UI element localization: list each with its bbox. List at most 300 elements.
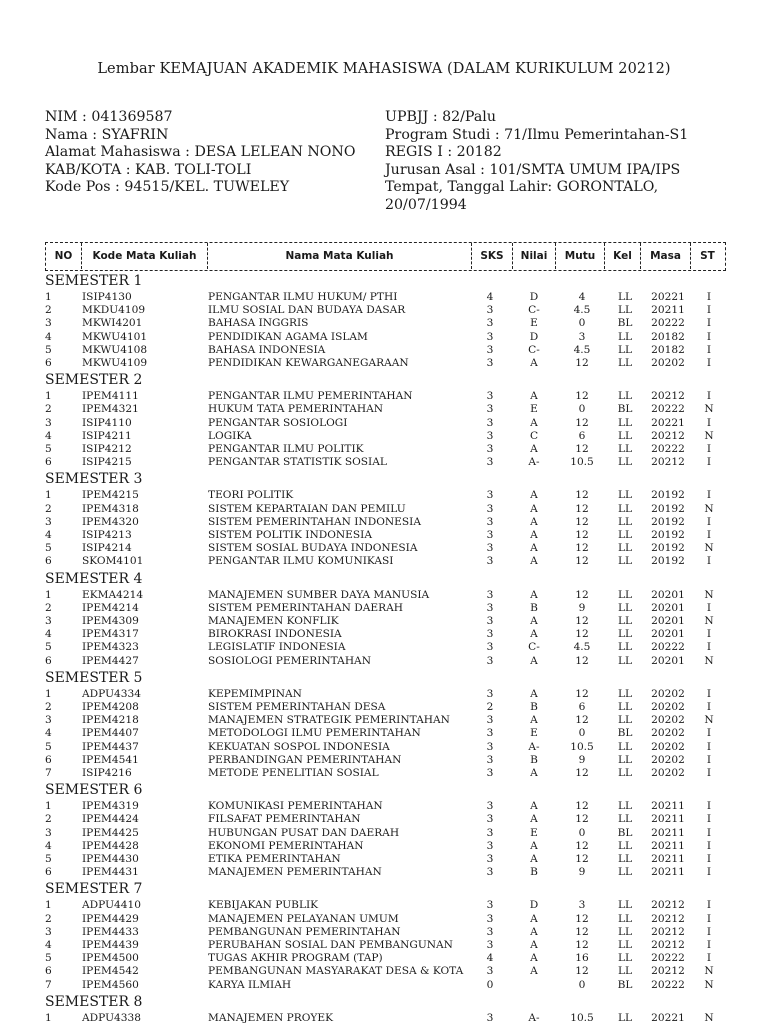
course-name: METODE PENELITIAN SOSIAL: [208, 767, 379, 779]
masa: 20192: [651, 502, 685, 515]
masa: 20222: [651, 978, 685, 991]
sks: 3: [486, 515, 494, 528]
mutu: 4.5: [573, 641, 591, 654]
masa: 20211: [651, 304, 685, 317]
row-no: 5: [45, 443, 52, 455]
nilai: C-: [528, 304, 540, 317]
masa: 20222: [651, 641, 685, 654]
course-code: ADPU4334: [82, 687, 141, 700]
table-row: [0, 417, 768, 430]
st: I: [706, 291, 712, 303]
nilai: A: [530, 839, 538, 852]
row-no: 3: [45, 714, 52, 727]
nilai: A: [530, 628, 538, 641]
table-row: [0, 304, 768, 317]
st: I: [706, 952, 712, 965]
table-row: [0, 979, 768, 992]
mutu: 12: [575, 628, 589, 641]
course-name: PENGANTAR ILMU KOMUNIKASI: [208, 555, 394, 568]
kel: LL: [617, 601, 633, 614]
sks: 3: [486, 740, 494, 753]
row-no: 6: [45, 753, 52, 766]
mutu: 12: [575, 912, 589, 925]
table-row: [0, 899, 768, 912]
nilai: A: [530, 588, 538, 601]
course-code: IPEM4321: [82, 403, 139, 416]
st: I: [706, 813, 712, 826]
course-code: ISIP4213: [82, 529, 132, 541]
course-code: IPEM4500: [82, 952, 139, 965]
nim: NIM : 041369587: [45, 109, 173, 125]
nilai: B: [530, 701, 538, 713]
course-name: TEORI POLITIK: [208, 489, 294, 502]
masa: 20212: [651, 456, 685, 469]
nilai: D: [529, 291, 539, 303]
sks: 3: [486, 899, 494, 912]
mutu: 12: [575, 800, 589, 813]
course-code: IPEM4433: [82, 925, 139, 938]
table-row: [0, 344, 768, 357]
row-no: 6: [45, 357, 52, 369]
mutu: 12: [575, 767, 589, 779]
kel: LL: [617, 555, 633, 568]
masa: 20192: [651, 542, 685, 555]
row-no: 1: [45, 390, 52, 403]
course-code: IPEM4425: [82, 826, 139, 839]
mutu: 0: [578, 403, 586, 416]
st: N: [704, 403, 714, 416]
st: I: [706, 826, 712, 839]
row-no: 2: [45, 813, 52, 826]
table-row: [0, 701, 768, 714]
mutu: 12: [575, 714, 589, 727]
nilai: A: [530, 416, 538, 429]
table-row: [0, 503, 768, 516]
mutu: 3: [578, 899, 586, 912]
course-name: SISTEM SOSIAL BUDAYA INDONESIA: [208, 542, 418, 555]
course-code: IPEM4439: [82, 939, 139, 951]
course-code: IPEM4560: [82, 978, 139, 991]
mutu: 9: [578, 866, 586, 879]
col-header-st: ST: [700, 250, 715, 262]
row-no: 4: [45, 628, 52, 641]
course-name: SISTEM PEMERINTAHAN DAERAH: [208, 601, 403, 614]
st: I: [706, 753, 712, 766]
kel: LL: [617, 489, 633, 502]
course-code: IPEM4214: [82, 601, 139, 614]
sks: 3: [486, 965, 494, 978]
nilai: A: [530, 939, 538, 951]
kel: BL: [617, 978, 633, 991]
col-header-name: Nama Mata Kuliah: [208, 243, 472, 269]
course-code: SKOM4101: [82, 555, 144, 568]
nilai: A: [530, 390, 538, 403]
kel: LL: [617, 687, 633, 700]
nilai: A: [530, 529, 538, 541]
course-name: PENGANTAR SOSIOLOGI: [208, 416, 348, 429]
mutu: 4.5: [573, 304, 591, 317]
kel: LL: [617, 839, 633, 852]
course-code: ISIP4211: [82, 429, 132, 442]
row-no: 6: [45, 654, 52, 667]
masa: 20212: [651, 912, 685, 925]
row-no: 3: [45, 615, 52, 627]
sks: 3: [486, 727, 494, 740]
mutu: 10.5: [570, 740, 594, 753]
st: I: [706, 899, 712, 912]
kel: LL: [617, 912, 633, 925]
row-no: 3: [45, 925, 52, 938]
course-name: PERBANDINGAN PEMERINTAHAN: [208, 753, 402, 766]
nilai: A: [530, 443, 538, 455]
nilai: A: [530, 615, 538, 627]
masa: 20201: [651, 615, 685, 627]
kel: LL: [617, 952, 633, 965]
mutu: 0: [578, 727, 586, 740]
mutu: 12: [575, 687, 589, 700]
masa: 20212: [651, 429, 685, 442]
masa: 20211: [651, 800, 685, 813]
sks: 3: [486, 304, 494, 317]
row-no: 7: [45, 767, 52, 779]
table-row: [0, 939, 768, 952]
st: I: [706, 767, 712, 779]
st: I: [706, 390, 712, 403]
nilai: D: [529, 899, 539, 912]
table-row: [0, 827, 768, 840]
row-no: 2: [45, 502, 52, 515]
course-code: ISIP4110: [82, 416, 132, 429]
kel: LL: [617, 701, 633, 713]
semester-heading: SEMESTER 2: [45, 372, 143, 389]
mutu: 9: [578, 753, 586, 766]
nilai: E: [530, 727, 538, 740]
masa: 20192: [651, 489, 685, 502]
masa: 20211: [651, 813, 685, 826]
nilai: A: [530, 542, 538, 555]
nilai: A: [530, 800, 538, 813]
course-code: IPEM4424: [82, 813, 139, 826]
st: I: [706, 628, 712, 641]
course-name: MANAJEMEN PROYEK: [208, 1011, 334, 1024]
st: I: [706, 456, 712, 469]
nilai: B: [530, 601, 538, 614]
mutu: 12: [575, 515, 589, 528]
sks: 3: [486, 615, 494, 627]
course-name: SISTEM PEMERINTAHAN INDONESIA: [208, 515, 421, 528]
course-name: ETIKA PEMERINTAHAN: [208, 853, 341, 865]
sks: 3: [486, 753, 494, 766]
table-row: [0, 952, 768, 965]
kel: LL: [617, 357, 633, 369]
course-name: HUBUNGAN PUSAT DAN DAERAH: [208, 826, 400, 839]
mutu: 10.5: [570, 1011, 594, 1024]
student-info-left: [45, 109, 375, 197]
masa: 20182: [651, 343, 685, 356]
course-name: MANAJEMEN PELAYANAN UMUM: [208, 912, 399, 925]
mutu: 3: [578, 330, 586, 343]
course-name: PENGANTAR STATISTIK SOSIAL: [208, 456, 387, 469]
course-name: SISTEM KEPARTAIAN DAN PEMILU: [208, 502, 406, 515]
kel: LL: [617, 529, 633, 541]
sks: 3: [486, 403, 494, 416]
sks: 3: [486, 555, 494, 568]
course-code: IPEM4427: [82, 654, 139, 667]
sks: 3: [486, 429, 494, 442]
sks: 4: [486, 291, 494, 303]
masa: 20222: [651, 403, 685, 416]
nilai: A: [530, 502, 538, 515]
table-row: [0, 714, 768, 727]
kel: LL: [617, 714, 633, 727]
masa: 20211: [651, 853, 685, 865]
course-code: ISIP4212: [82, 443, 132, 455]
row-no: 4: [45, 529, 52, 541]
sks: 3: [486, 542, 494, 555]
row-no: 5: [45, 740, 52, 753]
course-code: IPEM4309: [82, 615, 139, 627]
student-name: Nama : SYAFRIN: [45, 126, 169, 143]
course-code: IPEM4318: [82, 502, 139, 515]
nilai: A: [530, 952, 538, 965]
course-name: MANAJEMEN PEMERINTAHAN: [208, 866, 382, 879]
mutu: 4: [578, 291, 586, 303]
kel: LL: [617, 641, 633, 654]
course-name: PENGANTAR ILMU POLITIK: [208, 443, 364, 455]
kel: LL: [617, 965, 633, 978]
kel: LL: [617, 542, 633, 555]
masa: 20201: [651, 654, 685, 667]
masa: 20202: [651, 714, 685, 727]
st: I: [706, 853, 712, 865]
row-no: 1: [45, 899, 52, 912]
course-name: KEBIJAKAN PUBLIK: [208, 899, 319, 912]
kel: BL: [617, 317, 633, 330]
course-name: SOSIOLOGI PEMERINTAHAN: [208, 654, 371, 667]
row-no: 3: [45, 416, 52, 429]
birth-place-date: Tempat, Tanggal Lahir: GORONTALO, 20/07/1994: [385, 179, 659, 213]
st: I: [706, 939, 712, 951]
table-row: [0, 655, 768, 668]
mutu: 12: [575, 654, 589, 667]
nilai: B: [530, 753, 538, 766]
kel: LL: [617, 443, 633, 455]
course-name: KARYA ILMIAH: [208, 978, 292, 991]
table-row: [0, 741, 768, 754]
kel: LL: [617, 740, 633, 753]
st: I: [706, 529, 712, 541]
table-row: [0, 965, 768, 978]
table-row: [0, 853, 768, 866]
course-name: KOMUNIKASI PEMERINTAHAN: [208, 800, 383, 813]
row-no: 3: [45, 317, 52, 330]
nilai: A: [530, 925, 538, 938]
nilai: A: [530, 489, 538, 502]
row-no: 3: [45, 515, 52, 528]
nilai: C: [529, 429, 539, 442]
nilai: E: [530, 317, 538, 330]
semester-heading: SEMESTER 5: [45, 669, 143, 686]
upbjj: UPBJJ : 82/Palu: [385, 109, 496, 125]
mutu: 10.5: [570, 456, 594, 469]
sks: 3: [486, 317, 494, 330]
row-no: 6: [45, 555, 52, 568]
st: I: [706, 357, 712, 369]
sks: 3: [486, 443, 494, 455]
course-code: MKDU4109: [82, 304, 146, 317]
st: N: [704, 429, 714, 442]
masa: 20192: [651, 555, 685, 568]
semester-heading: SEMESTER 4: [45, 570, 143, 587]
row-no: 4: [45, 330, 52, 343]
row-no: 1: [45, 291, 52, 303]
course-code: IPEM4431: [82, 866, 139, 879]
course-code: ISIP4216: [82, 767, 132, 779]
table-row: [0, 800, 768, 813]
table-row: [0, 542, 768, 555]
mutu: 12: [575, 965, 589, 978]
masa: 20202: [651, 740, 685, 753]
table-row: [0, 727, 768, 740]
mutu: 12: [575, 529, 589, 541]
st: N: [704, 978, 714, 991]
st: I: [706, 317, 712, 330]
table-row: [0, 688, 768, 701]
st: I: [706, 912, 712, 925]
sks: 3: [486, 687, 494, 700]
row-no: 2: [45, 601, 52, 614]
nilai: C-: [528, 343, 540, 356]
course-code: IPEM4320: [82, 515, 139, 528]
table-row: [0, 866, 768, 879]
semester-heading: SEMESTER 1: [45, 273, 143, 289]
sks: 3: [486, 330, 494, 343]
nilai: A-: [528, 740, 540, 753]
kel: LL: [617, 753, 633, 766]
st: I: [706, 515, 712, 528]
table-row: [0, 291, 768, 304]
mutu: 12: [575, 615, 589, 627]
kel: LL: [617, 939, 633, 951]
sks: 3: [486, 641, 494, 654]
nilai: C-: [528, 641, 540, 654]
sks: 3: [486, 853, 494, 865]
nilai: E: [530, 826, 538, 839]
kel: LL: [617, 330, 633, 343]
table-header: [45, 242, 726, 271]
row-no: 4: [45, 429, 52, 442]
kel: LL: [617, 628, 633, 641]
sks: 3: [486, 489, 494, 502]
nilai: A: [530, 687, 538, 700]
table-row: [0, 1012, 768, 1025]
mutu: 12: [575, 588, 589, 601]
st: I: [706, 330, 712, 343]
nilai: D: [529, 330, 539, 343]
mutu: 12: [575, 853, 589, 865]
mutu: 0: [578, 826, 586, 839]
sks: 3: [486, 839, 494, 852]
st: N: [704, 615, 714, 627]
masa: 20192: [651, 529, 685, 541]
mutu: 12: [575, 443, 589, 455]
st: I: [706, 701, 712, 713]
nilai: A: [530, 965, 538, 978]
course-name: TUGAS AKHIR PROGRAM (TAP): [208, 952, 383, 965]
sks: 3: [486, 628, 494, 641]
table-row: [0, 456, 768, 469]
st: I: [706, 740, 712, 753]
row-no: 2: [45, 304, 52, 317]
row-no: 4: [45, 939, 52, 951]
st: N: [704, 654, 714, 667]
mutu: 12: [575, 489, 589, 502]
mutu: 9: [578, 601, 586, 614]
col-header-no: NO: [46, 243, 82, 269]
kel: LL: [617, 899, 633, 912]
kel: BL: [617, 727, 633, 740]
st: I: [706, 443, 712, 455]
kel: LL: [617, 502, 633, 515]
course-name: PENDIDIKAN AGAMA ISLAM: [208, 330, 368, 343]
course-code: IPEM4437: [82, 740, 139, 753]
masa: 20222: [651, 952, 685, 965]
st: N: [704, 965, 714, 978]
course-code: IPEM4541: [82, 753, 139, 766]
course-code: ISIP4130: [82, 291, 132, 303]
student-info-right: [385, 109, 715, 215]
masa: 20212: [651, 899, 685, 912]
kel: LL: [617, 588, 633, 601]
semester-heading: SEMESTER 8: [45, 993, 143, 1010]
kel: LL: [617, 343, 633, 356]
nilai: A: [530, 813, 538, 826]
course-code: IPEM4429: [82, 912, 139, 925]
col-header-kel: Kel: [605, 243, 641, 269]
mutu: 6: [578, 701, 586, 713]
table-row: [0, 430, 768, 443]
col-header-sks: SKS: [472, 243, 513, 269]
course-name: BAHASA INGGRIS: [208, 317, 309, 330]
nilai: A: [530, 515, 538, 528]
kel: LL: [617, 853, 633, 865]
kel: LL: [617, 800, 633, 813]
table-row: [0, 913, 768, 926]
table-row: [0, 926, 768, 939]
course-code: IPEM4430: [82, 853, 139, 865]
nilai: E: [530, 403, 538, 416]
nilai: A-: [528, 456, 540, 469]
masa: 20211: [651, 839, 685, 852]
semester-heading: SEMESTER 6: [45, 782, 143, 799]
row-no: 4: [45, 727, 52, 740]
col-header-masa: Masa: [641, 243, 691, 269]
sks: 3: [486, 1011, 494, 1024]
course-code: EKMA4214: [82, 588, 144, 601]
course-name: PENGANTAR ILMU PEMERINTAHAN: [208, 390, 413, 403]
masa: 20202: [651, 357, 685, 369]
table-row: [0, 529, 768, 542]
sks: 3: [486, 601, 494, 614]
masa: 20202: [651, 687, 685, 700]
course-name: BAHASA INDONESIA: [208, 343, 326, 356]
masa: 20212: [651, 939, 685, 951]
kel: LL: [617, 416, 633, 429]
student-address: Alamat Mahasiswa : DESA LELEAN NONO: [45, 144, 356, 161]
st: I: [706, 641, 712, 654]
st: N: [704, 588, 714, 601]
mutu: 12: [575, 925, 589, 938]
